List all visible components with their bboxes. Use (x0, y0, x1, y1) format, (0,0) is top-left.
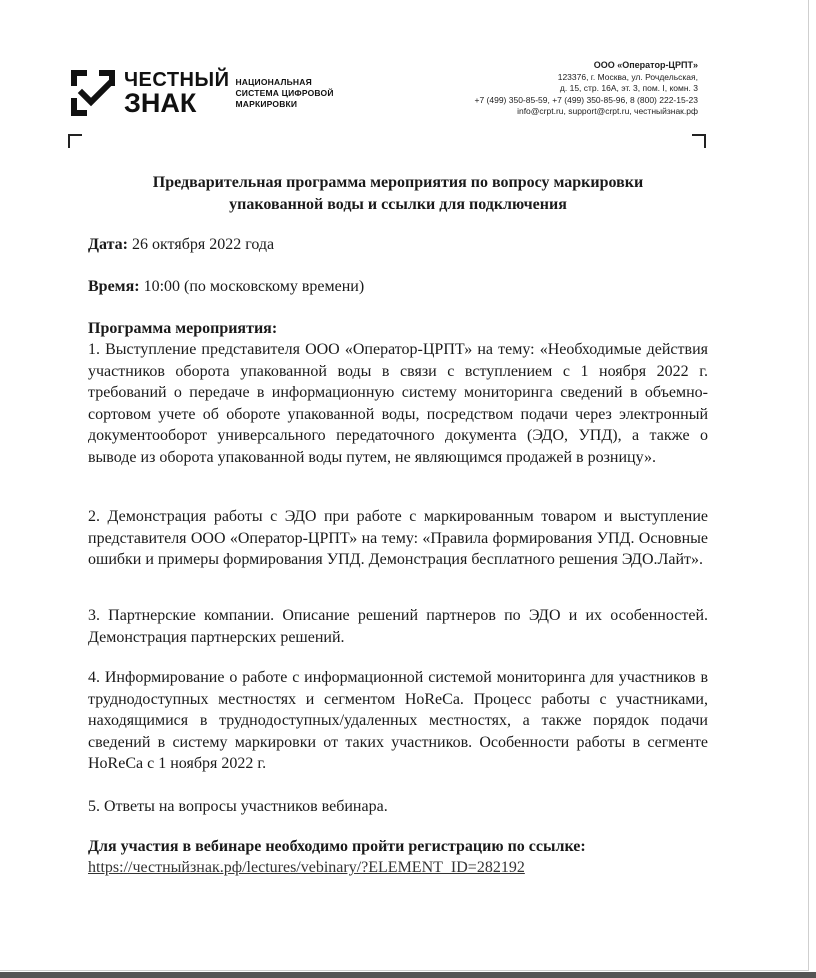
document-title-line: Предварительная программа мероприятия по вопросу маркировки (152, 174, 644, 191)
registration-text: Для участия в вебинаре необходимо пройти регистрацию по ссылке: (88, 838, 586, 855)
company-name: ООО «Оператор-ЦРПТ» (593, 60, 698, 70)
corner-mark-right (692, 134, 706, 148)
date-value: 26 октября 2022 года (131, 236, 275, 253)
corner-mark-left (68, 134, 82, 148)
program-item-4: 4. Информирование о работе с информационной системой мониторинга для участников в труднодоступных местностях и сегментом HoReCa. Процесс работы с участниками, находящимися в труднодоступных/удаленных местностях, а также порядок подачи сведений в систему маркировки от таких участников. Особенности работы в сегменте HoReCa с 1 ноября 2022 г. (88, 669, 708, 772)
company-phones: +7 (499) 350-85-59, +7 (499) 350-85-96, 8 (800) 222-15-23 (474, 94, 698, 105)
chestny-znak-logo-icon (70, 69, 116, 117)
company-address-line: д. 15, стр. 16А, эт. 3, пом. I, комн. 3 (559, 83, 698, 93)
logo-caption-line: СИСТЕМА ЦИФРОВОЙ (235, 87, 334, 98)
date-label: Дата: (88, 236, 128, 253)
company-address-line: 123376, г. Москва, ул. Рочдельская, (557, 71, 698, 82)
time-value: 10:00 (по московскому времени) (143, 278, 365, 295)
bottom-bar (0, 972, 816, 978)
registration-link-row (88, 857, 708, 879)
logo-word-1: ЧЕСТНЫЙ (124, 68, 230, 91)
program-item-3: 3. Партнерские компании. Описание решений партнеров по ЭДО и их особенностей. Демонстрация партнерских решений. (88, 607, 708, 646)
logo-word-2: ЗНАК (124, 87, 197, 118)
company-emails: info@crpt.ru, support@crpt.ru, честныйзнак.рф (517, 106, 698, 116)
document-title-line: упакованной воды и ссылки для подключения (229, 196, 567, 213)
company-info (474, 60, 698, 118)
program-item-5: 5. Ответы на вопросы участников вебинара. (88, 798, 388, 815)
logo (70, 68, 334, 118)
program-heading: Программа мероприятия: (88, 320, 278, 337)
document-title (88, 172, 708, 216)
logo-caption-line: МАРКИРОВКИ (235, 98, 298, 109)
registration-link[interactable]: https://честныйзнак.рф/lectures/vebinary/?ELEMENT_ID=282192 (88, 859, 525, 876)
logo-caption (235, 77, 333, 110)
program-item-1: 1. Выступление представителя ООО «Оператор-ЦРПТ» на тему: «Необходимые действия участников оборота упакованной воды в связи с вступлением с 1 ноября 2022 г. требований о передаче в информационную систему мониторинга сведений в объемно-сортовом учете об обороте упакованной воды, посредством подачи через электронный документооборот универсального передаточного документа (ЭДО, УПД), а также о выводе из оборота упакованной воды путем, не являющимся продажей в розницу». (88, 341, 708, 466)
program-item-2: 2. Демонстрация работы с ЭДО при работе с маркированным товаром и выступление представителя ООО «Оператор-ЦРПТ» на тему: «Правила формирования УПД. Основные ошибки и примеры формирования УПД. Демонстрация бесплатного решения ЭДО.Лайт». (88, 508, 708, 568)
time-line (88, 276, 708, 298)
time-label: Время: (88, 278, 140, 295)
date-line (88, 234, 708, 256)
logo-caption-line: НАЦИОНАЛЬНАЯ (235, 76, 312, 87)
